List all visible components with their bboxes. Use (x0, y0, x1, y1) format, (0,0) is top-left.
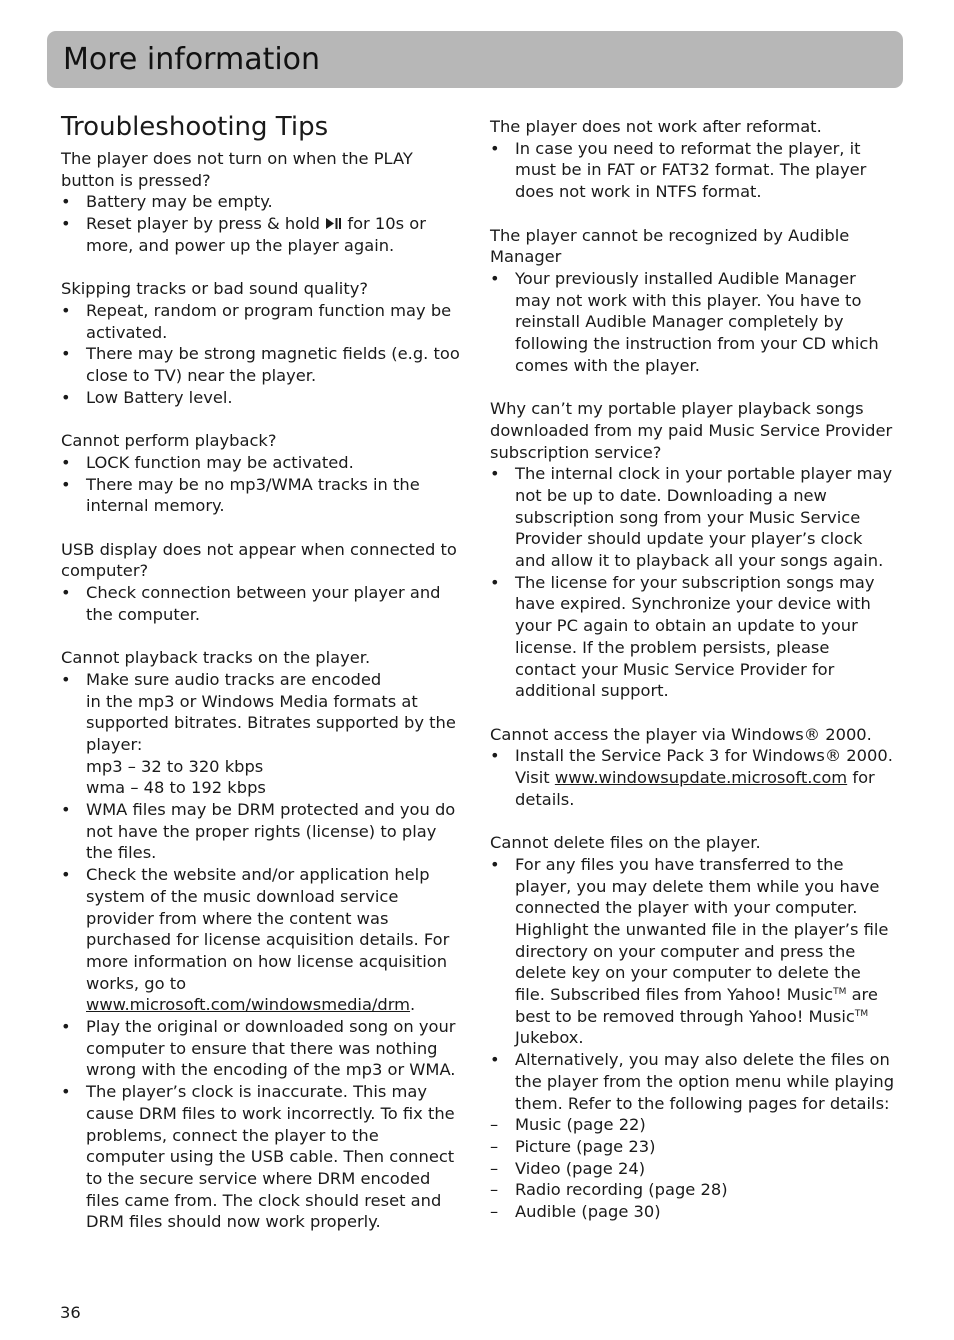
question-text: The player does not work after reformat. (490, 117, 822, 136)
bullet-item (61, 799, 461, 864)
bullet-item (61, 191, 461, 213)
bullet-text: Alternatively, you may also delete the files on the player from the option menu while playing them. Refer to the following pages for details: (515, 1050, 895, 1113)
question-text: Cannot delete files on the player. (490, 833, 761, 853)
bullet-item (61, 1081, 461, 1233)
bullet-glyph: • (61, 387, 71, 407)
bullet-glyph: • (490, 138, 500, 158)
bullet-text: Play the original or downloaded song on your computer to ensure that there was nothing wrong with the encoding of the mp3 or WMA. (86, 1017, 456, 1080)
question-text: USB display does not appear when connected to computer? (61, 539, 457, 581)
bullet-text: Reset player by press & hold for 10s or more, and power up the player again. (86, 214, 426, 255)
page-title: More information (63, 42, 321, 77)
web-link[interactable]: www.windowsupdate.microsoft.com (554, 768, 848, 788)
dash-text: Music (page 22) (515, 1115, 646, 1135)
dash-glyph: – (490, 1136, 499, 1156)
trademark-mark: TM (833, 987, 847, 998)
bullet-item (61, 300, 461, 343)
dash-text: Radio recording (page 28) (515, 1180, 728, 1200)
bullet-text: Check the website and/or application help system of the music download service provider from where the content was purchased for license acquisition details. For more information on how license acquisition works, go to www.microsoft.com/windowsmedia/drm. (86, 865, 450, 1015)
bullet-text: Install the Service Pack 3 for Windows® 2000. Visit www.windowsupdate.microsoft.com for details. (515, 746, 893, 809)
bullet-text: Low Battery level. (86, 387, 233, 407)
page-number: 36 (60, 1303, 81, 1322)
faq-block (61, 278, 461, 408)
dash-item (490, 1114, 895, 1136)
bullet-glyph: • (61, 669, 71, 689)
bullet-text: The player’s clock is inaccurate. This may cause DRM files to work incorrectly. To fix the problems, connect the player to the computer using the USB cable. Then connect to the secure service where DRM encoded files came from. The clock should reset and DRM files should now work properly. (86, 1082, 455, 1232)
dash-item (490, 1136, 895, 1158)
header-bar (47, 31, 903, 88)
bullet-glyph: • (490, 746, 500, 766)
bullet-item (61, 864, 461, 1016)
bullet-item (61, 452, 461, 474)
bullet-item (490, 572, 895, 702)
bullet-text (86, 669, 461, 799)
bullet-text: The internal clock in your portable player may not be up to date. Downloading a new subscription song from your Music Service Provider should update your player’s clock and allow it to playback all your songs again. (515, 464, 893, 571)
faq-block (490, 398, 895, 702)
bullet-text: In case you need to reformat the player, it must be in FAT or FAT32 format. The player does not work in NTFS format. (515, 138, 867, 202)
bullet-item (61, 343, 461, 386)
question-text: Skipping tracks or bad sound quality? (61, 279, 368, 299)
dash-text: Video (page 24) (515, 1158, 646, 1178)
dash-glyph: – (490, 1180, 499, 1200)
faq-block (61, 647, 461, 1233)
question-text: Cannot access the player via Windows® 2000. (490, 724, 872, 744)
bullet-text: LOCK function may be activated. (86, 452, 354, 472)
bullet-glyph: • (490, 1050, 500, 1070)
bullet-glyph: • (61, 1017, 71, 1037)
question-text: The player does not turn on when the PLAY button is pressed? (61, 149, 413, 190)
bullet-glyph: • (61, 865, 71, 885)
section-title: Troubleshooting Tips (61, 112, 329, 142)
bullet-text: Repeat, random or program function may be activated. (86, 300, 452, 342)
bullet-item (61, 387, 461, 409)
faq-block (490, 724, 895, 811)
dash-glyph: – (490, 1158, 499, 1178)
bullet-item (61, 1016, 461, 1081)
bullet-glyph: • (490, 268, 500, 288)
question-text: Cannot playback tracks on the player. (61, 648, 371, 668)
dash-glyph: – (490, 1202, 499, 1222)
bullet-text: There may be no mp3/WMA tracks in the internal memory. (86, 474, 420, 516)
faq-block (490, 225, 895, 377)
dash-text: Picture (page 23) (515, 1136, 656, 1156)
dash-item (490, 1201, 895, 1223)
left-column (61, 111, 461, 1255)
question-text: The player cannot be recognized by Audible Manager (490, 225, 850, 267)
bullet-glyph: • (61, 214, 71, 234)
question-text: Cannot perform playback? (61, 431, 277, 451)
bullet-line: wma – 48 to 192 kbps (86, 778, 266, 798)
bullet-item (61, 582, 461, 625)
bullet-text: Battery may be empty. (86, 192, 273, 212)
right-column (490, 116, 895, 1244)
dash-item (490, 1158, 895, 1180)
bullet-glyph: • (61, 583, 71, 603)
bullet-glyph: • (61, 192, 71, 212)
bullet-text: There may be strong magnetic fields (e.g. too close to TV) near the player. (86, 344, 460, 386)
question-text: Why can’t my portable player playback songs downloaded from my paid Music Service Provider subscription service? (490, 399, 893, 462)
bullet-glyph: • (490, 572, 500, 592)
bullet-item (490, 1049, 895, 1114)
bullet-text: For any files you have transferred to the player, you may delete them while you have connected the player with your computer. Highlight the unwanted file in the player’s file directory on your computer and press the delete key on your computer to delete the file. Subscribed files from Yahoo! Music™ are best to be removed through Yahoo! Music™ Jukebox. (515, 854, 889, 1048)
left-blocks (61, 148, 461, 1233)
faq-block (490, 116, 895, 203)
bullet-glyph: • (61, 344, 71, 364)
bullet-item (61, 213, 461, 256)
dash-glyph: – (490, 1115, 499, 1135)
bullet-item (490, 463, 895, 572)
bullet-text: Check connection between your player and the computer. (86, 583, 441, 624)
bullet-item (490, 854, 895, 1049)
right-blocks (490, 116, 895, 1223)
bullet-text: The license for your subscription songs may have expired. Synchronize your device with your PC again to obtain an update to your license. If the problem persists, please contact your Music Service Provider for additional support. (515, 572, 875, 701)
bullet-item (490, 745, 895, 810)
bullet-glyph: • (61, 474, 71, 494)
bullet-line: Make sure audio tracks are encoded (86, 669, 382, 689)
bullet-item (61, 669, 461, 799)
bullet-glyph: • (61, 800, 71, 820)
bullet-item (61, 474, 461, 517)
play-pause-icon (325, 217, 342, 230)
bullet-text: Your previously installed Audible Manager may not work with this player. You have to reinstall Audible Manager completely by following the instruction from your CD which comes with the player. (515, 268, 879, 375)
bullet-text: WMA files may be DRM protected and you do not have the proper rights (license) to play the files. (86, 800, 456, 863)
faq-block (61, 148, 461, 257)
bullet-glyph: • (61, 300, 71, 320)
bullet-glyph: • (61, 452, 71, 472)
bullet-item (490, 138, 895, 203)
bullet-line: mp3 – 32 to 320 kbps (86, 756, 264, 776)
bullet-glyph: • (490, 464, 500, 484)
web-link[interactable]: www.microsoft.com/windowsmedia/drm (86, 995, 411, 1015)
faq-block (490, 832, 895, 1223)
bullet-glyph: • (490, 854, 500, 874)
bullet-glyph: • (61, 1082, 71, 1102)
dash-text: Audible (page 30) (515, 1202, 661, 1222)
faq-block (61, 539, 461, 626)
dash-item (490, 1179, 895, 1201)
bullet-line: in the mp3 or Windows Media formats at supported bitrates. Bitrates supported by the player: (86, 691, 456, 754)
trademark-mark: TM (854, 1008, 869, 1019)
bullet-item (490, 268, 895, 377)
faq-block (61, 430, 461, 517)
